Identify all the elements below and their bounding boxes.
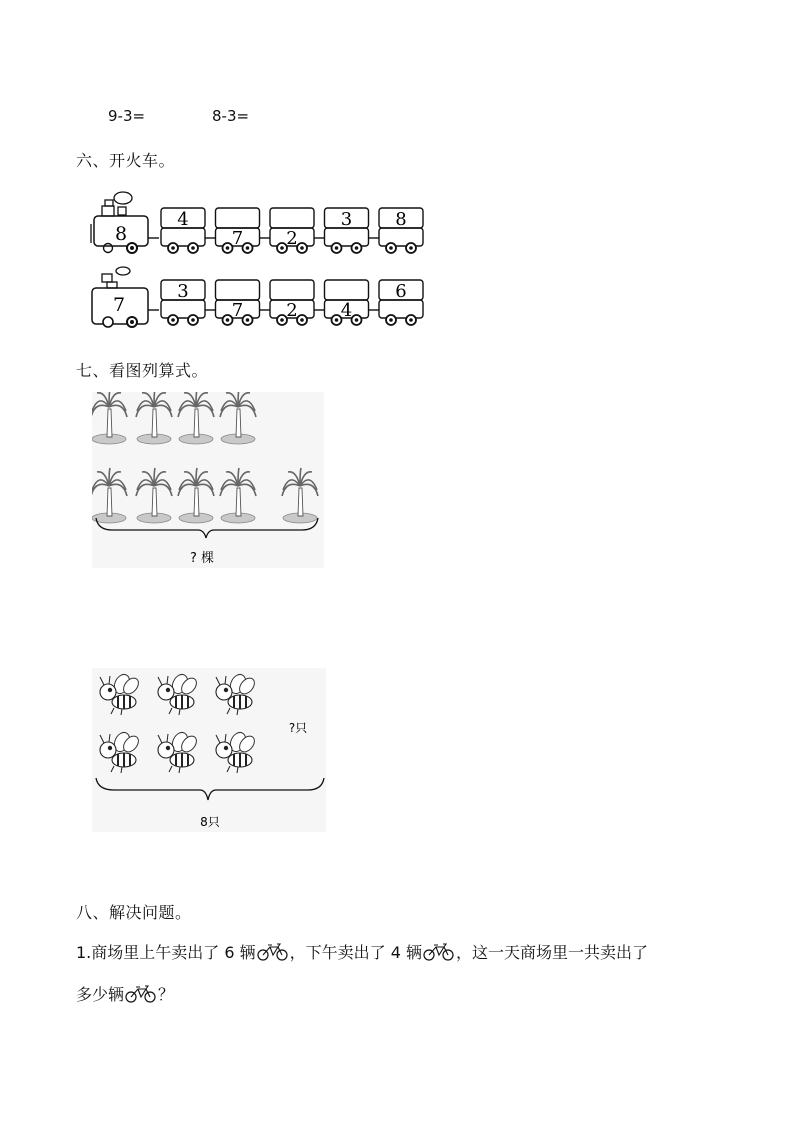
bicycle-icon <box>422 942 456 962</box>
train1-bottom-number: 7 <box>231 228 244 249</box>
question-1-text-d: 多少辆 <box>76 985 125 1004</box>
train-figure <box>86 188 431 336</box>
train-1 <box>91 192 423 253</box>
train2-bottom-number: 4 <box>340 300 353 321</box>
question-1-text-c: ，这一天商场里一共卖出了 <box>455 943 648 962</box>
train2-bottom-number: 7 <box>231 300 244 321</box>
train-2-engine-number: 7 <box>112 294 126 316</box>
train-2 <box>92 267 423 327</box>
train2-top-number: 6 <box>395 281 407 302</box>
train1-car <box>216 208 271 253</box>
train-2-engine <box>92 267 148 327</box>
bees-figure <box>92 668 326 832</box>
train2-bottom-number: 2 <box>286 300 298 321</box>
bicycle-icon <box>124 984 158 1004</box>
train1-car <box>270 208 325 253</box>
train1-car <box>325 208 380 253</box>
question-1-text-e: ？ <box>158 985 175 1004</box>
train2-car <box>379 280 423 325</box>
train1-car <box>161 208 216 253</box>
trees-figure <box>92 392 324 568</box>
question-1-line-2 <box>76 982 174 1005</box>
section-8-title: 八、解决问题。 <box>76 903 192 922</box>
train1-top-number: 3 <box>340 209 353 230</box>
train2-car <box>325 280 380 325</box>
train1-top-number: 8 <box>395 209 407 230</box>
section-7-title: 七、看图列算式。 <box>76 361 209 380</box>
question-1-line-1 <box>76 940 648 963</box>
train2-car <box>216 280 271 325</box>
train1-car <box>379 208 423 253</box>
train2-car <box>270 280 325 325</box>
bees-side-label: ?只 <box>288 721 308 735</box>
train2-car <box>161 280 216 325</box>
bees-total-label: 8只 <box>200 815 220 829</box>
section-6-title: 六、开火车。 <box>76 151 176 170</box>
train-1-engine-number: 8 <box>114 223 128 245</box>
question-1-text-a: 商场里上午卖出了 6 辆 <box>91 943 256 962</box>
question-1-number: 1. <box>76 943 92 962</box>
equation-2: 8-3= <box>212 107 250 125</box>
train2-top-number: 3 <box>177 281 189 302</box>
train-1-engine <box>91 192 148 253</box>
question-1-text-b: ，下午卖出了 4 辆 <box>289 943 422 962</box>
bicycle-icon <box>256 942 290 962</box>
trees-total-label: ? 棵 <box>189 551 215 566</box>
train1-bottom-number: 2 <box>286 228 298 249</box>
train1-top-number: 4 <box>177 209 189 230</box>
equation-1: 9-3= <box>108 107 146 125</box>
